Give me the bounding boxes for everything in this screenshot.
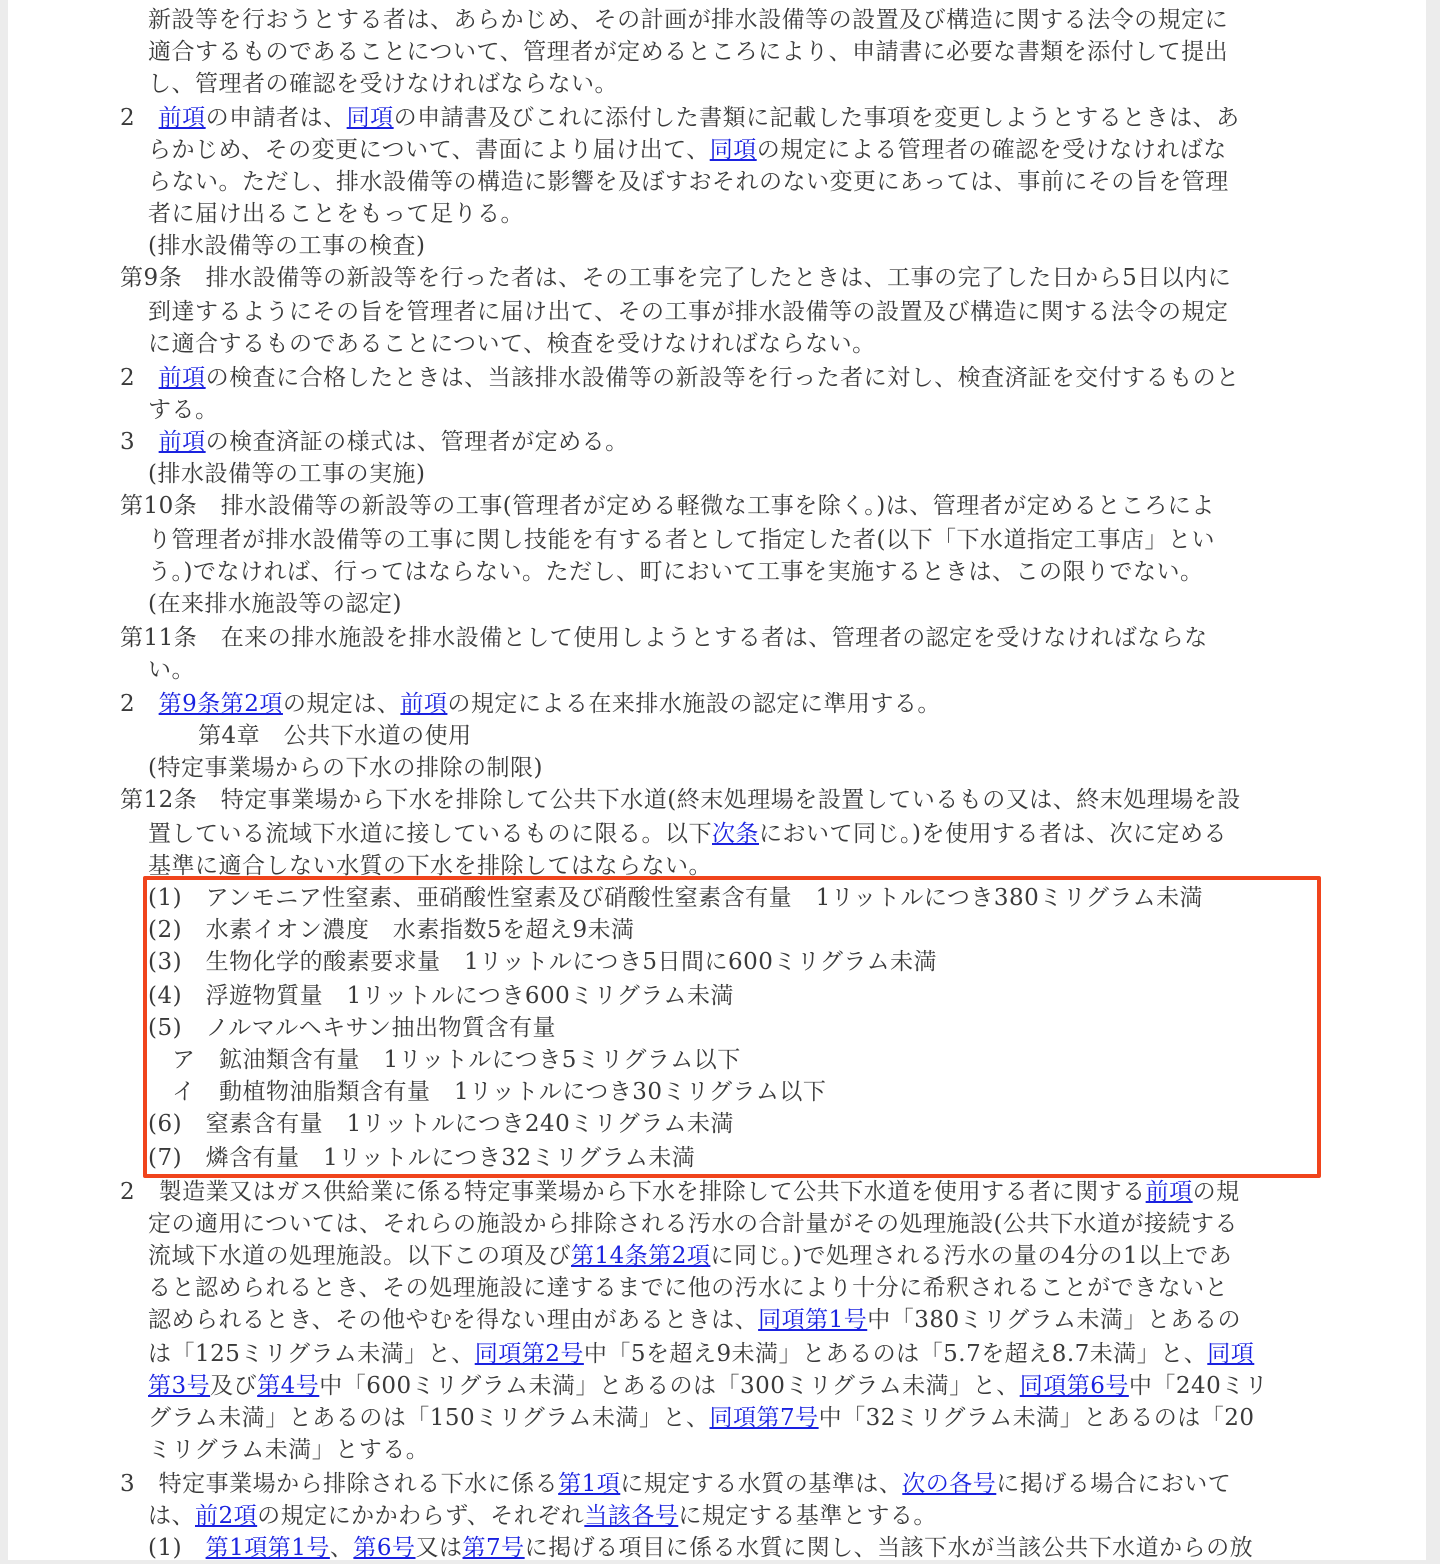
text-line [120, 102, 1240, 134]
text-line [148, 882, 1203, 914]
text-line [148, 524, 1215, 556]
cross-reference-link[interactable]: 前2項 [195, 1503, 258, 1529]
text-segment: は、 [148, 1503, 195, 1529]
text-line [148, 1434, 429, 1466]
text-segment: は「125ミリグラム未満」と、 [148, 1341, 475, 1367]
text-line [148, 1142, 695, 1174]
text-line [148, 588, 402, 620]
text-line [148, 36, 1228, 68]
text-segment: らかじめ、その変更について、書面により届け出て、 [148, 137, 710, 163]
text-line [120, 688, 941, 720]
cross-reference-link[interactable]: 次条 [712, 821, 759, 847]
text-segment: (1) アンモニア性窒素、亜硝酸性窒素及び硝酸性窒素含有量 1リットルにつき380ミリグラム未満 [148, 885, 1204, 911]
text-segment: の規定による在来排水施設の認定に準用する。 [447, 691, 941, 717]
text-segment: し、管理者の確認を受けなければならない。 [148, 71, 618, 97]
cross-reference-link[interactable]: 第3号 [148, 1373, 211, 1399]
cross-reference-link[interactable]: 次の各号 [902, 1471, 997, 1497]
text-line [148, 1402, 1254, 1434]
text-line [148, 818, 1227, 850]
text-segment: に掲げる場合において [996, 1471, 1232, 1497]
text-line [148, 1240, 1232, 1272]
document-page [8, 0, 1426, 1560]
text-segment: (7) 燐含有量 1リットルにつき32ミリグラム未満 [148, 1145, 696, 1171]
cross-reference-link[interactable]: 第6号 [353, 1535, 416, 1561]
text-segment: 、 [329, 1535, 354, 1561]
text-segment: 中「5を超え9未満」とあるのは「5.7を超え8.7未満」と、 [583, 1341, 1208, 1367]
text-segment: 中「32ミリグラム未満」とあるのは「20 [818, 1405, 1255, 1431]
text-segment: の検査済証の様式は、管理者が定める。 [205, 429, 629, 455]
text-segment: 到達するようにその旨を管理者に届け出て、その工事が排水設備等の設置及び構造に関する法令の規定 [148, 299, 1229, 325]
text-segment: 第9条 排水設備等の新設等を行った者は、その工事を完了したときは、工事の完了した日から5日以内に [120, 265, 1232, 291]
text-segment: (特定事業場からの下水の排除の制限) [148, 755, 543, 781]
text-segment: に掲げる項目に係る水質に関し、当該下水が当該公共下水道からの放 [524, 1535, 1254, 1561]
text-line [148, 914, 635, 946]
text-segment: 中「600ミリグラム未満」とあるのは「300ミリグラム未満」と、 [319, 1373, 1020, 1399]
text-line [148, 1208, 1238, 1240]
text-segment: (在来排水施設等の認定) [148, 591, 402, 617]
text-segment: 第10条 排水設備等の新設等の工事(管理者が定める軽微な工事を除く。)は、管理者が定めるところによ [120, 493, 1215, 519]
text-line [148, 166, 1229, 198]
text-segment: の規定による管理者の確認を受けなければな [756, 137, 1227, 163]
text-line [148, 980, 734, 1012]
text-segment: する。 [148, 397, 219, 423]
text-segment: 置している流域下水道に接しているものに限る。以下 [148, 821, 712, 847]
text-line [172, 1076, 826, 1108]
text-line [148, 654, 195, 686]
text-segment: 適合するものであることについて、管理者が定めるところにより、申請書に必要な書類を添付して提出 [148, 39, 1229, 65]
cross-reference-link[interactable]: 第9条第2項 [158, 691, 283, 717]
text-segment: 第4章 公共下水道の使用 [198, 723, 472, 749]
text-segment: に規定する水質の基準は、 [620, 1471, 903, 1497]
text-line [120, 262, 1231, 294]
cross-reference-link[interactable]: 同項第1号 [758, 1307, 868, 1333]
text-segment: の申請者は、 [205, 105, 347, 131]
text-line [148, 134, 1227, 166]
text-line [148, 1272, 1228, 1304]
text-line [148, 68, 618, 100]
cross-reference-link[interactable]: 同項 [346, 105, 394, 131]
text-segment: に同じ。)で処理される汚水の量の4分の1以上であ [710, 1243, 1233, 1269]
text-segment: において同じ。)を使用する者は、次に定める [759, 821, 1227, 847]
text-segment: 2 [120, 691, 159, 717]
cross-reference-link[interactable]: 当該各号 [584, 1503, 679, 1529]
text-segment: 又は [415, 1535, 463, 1561]
text-segment: (6) 窒素含有量 1リットルにつき240ミリグラム未満 [148, 1111, 735, 1137]
cross-reference-link[interactable]: 前項 [1145, 1179, 1193, 1205]
text-line [148, 4, 1228, 36]
text-segment: い。 [148, 657, 195, 683]
text-segment: らない。ただし、排水設備等の構造に影響を及ぼすおそれのない変更にあっては、事前にその旨を管理 [148, 169, 1229, 195]
text-line [198, 720, 472, 752]
cross-reference-link[interactable]: 前項 [158, 429, 206, 455]
cross-reference-link[interactable]: 前項 [400, 691, 448, 717]
text-line [148, 556, 1203, 588]
text-line [148, 850, 712, 882]
text-line [148, 328, 876, 360]
text-line [148, 946, 937, 978]
text-segment: う。)でなければ、行ってはならない。ただし、町において工事を実施するときは、この限りでない。 [148, 559, 1204, 585]
text-segment: ア 鉱油類含有量 1リットルにつき5ミリグラム以下 [172, 1047, 741, 1073]
text-segment: 中「240ミリ [1128, 1373, 1269, 1399]
cross-reference-link[interactable]: 同項第2号 [474, 1341, 584, 1367]
text-segment: イ 動植物油脂類含有量 1リットルにつき30ミリグラム以下 [172, 1079, 827, 1105]
text-segment: (1) [148, 1535, 206, 1561]
cross-reference-link[interactable]: 第1項第1号 [205, 1535, 330, 1561]
text-segment: ミリグラム未満」とする。 [148, 1437, 430, 1463]
text-line [148, 230, 425, 262]
cross-reference-link[interactable]: 第4号 [257, 1373, 320, 1399]
text-segment: 及び [210, 1373, 258, 1399]
text-segment: 2 [120, 105, 159, 131]
cross-reference-link[interactable]: 第14条第2項 [571, 1243, 711, 1269]
text-segment: 第11条 在来の排水施設を排水設備として使用しようとする者は、管理者の認定を受けなければならな [120, 625, 1208, 651]
text-segment: 2 [120, 365, 159, 391]
text-segment: の規 [1192, 1179, 1240, 1205]
text-segment: ると認められるとき、その処理施設に達するまでに他の汚水により十分に希釈されることができないと [148, 1275, 1229, 1301]
cross-reference-link[interactable]: 第1項 [558, 1471, 621, 1497]
text-segment: (排水設備等の工事の検査) [148, 233, 426, 259]
text-segment: (5) ノルマルヘキサン抽出物質含有量 [148, 1015, 557, 1041]
text-segment: の規定にかかわらず、それぞれ [257, 1503, 585, 1529]
text-segment: 定の適用については、それらの施設から排除される汚水の合計量がその処理施設(公共下水道が接続する [148, 1211, 1239, 1237]
text-segment: 2 製造業又はガス供給業に係る特定事業場から下水を排除して公共下水道を使用する者に関する [120, 1179, 1146, 1205]
text-line [120, 622, 1208, 654]
text-line [148, 458, 425, 490]
text-segment: に適合するものであることについて、検査を受けなければならない。 [148, 331, 876, 357]
text-segment: (4) 浮遊物質量 1リットルにつき600ミリグラム未満 [148, 983, 735, 1009]
text-segment: 第12条 特定事業場から下水を排除して公共下水道(終末処理場を設置しているもの又は、終末処理場を設 [120, 787, 1241, 813]
text-line [148, 1304, 1241, 1336]
text-segment: (2) 水素イオン濃度 水素指数5を超え9未満 [148, 917, 635, 943]
text-segment: の申請書及びこれに添付した書類に記載した事項を変更しようとするときは、あ [393, 105, 1240, 131]
text-line [148, 198, 524, 230]
text-line [120, 362, 1240, 394]
cross-reference-link[interactable]: 同項第7号 [709, 1405, 819, 1431]
cross-reference-link[interactable]: 同項第6号 [1019, 1373, 1129, 1399]
text-line [120, 426, 629, 458]
text-segment: の検査に合格したときは、当該排水設備等の新設等を行った者に対し、検査済証を交付するものと [205, 365, 1240, 391]
cross-reference-link[interactable]: 同項 [709, 137, 757, 163]
text-segment: に規定する基準とする。 [678, 1503, 937, 1529]
text-segment: 基準に適合しない水質の下水を排除してはならない。 [148, 853, 712, 879]
text-segment: 3 特定事業場から排除される下水に係る [120, 1471, 559, 1497]
text-line [120, 784, 1241, 816]
cross-reference-link[interactable]: 同項 [1207, 1341, 1255, 1367]
text-segment: 流域下水道の処理施設。以下この項及び [148, 1243, 571, 1269]
cross-reference-link[interactable]: 前項 [158, 105, 206, 131]
text-segment: (3) 生物化学的酸素要求量 1リットルにつき5日間に600ミリグラム未満 [148, 949, 938, 975]
text-segment: り管理者が排水設備等の工事に関し技能を有する者として指定した者(以下「下水道指定工事店」とい [148, 527, 1215, 553]
text-line [120, 1468, 1231, 1500]
text-line [148, 394, 219, 426]
cross-reference-link[interactable]: 前項 [158, 365, 206, 391]
text-segment: 3 [120, 429, 159, 455]
text-segment: 新設等を行おうとする者は、あらかじめ、その計画が排水設備等の設置及び構造に関する法令の規定に [148, 7, 1229, 33]
text-segment: の規定は、 [282, 691, 401, 717]
text-line [120, 1176, 1240, 1208]
text-line [148, 296, 1229, 328]
text-line [148, 1370, 1268, 1402]
text-line [148, 1012, 556, 1044]
text-segment: 者に届け出ることをもって足りる。 [148, 201, 524, 227]
text-line [148, 1500, 937, 1532]
text-line [148, 1532, 1253, 1564]
text-segment: (排水設備等の工事の実施) [148, 461, 426, 487]
text-line [148, 1108, 734, 1140]
text-segment: 中「380ミリグラム未満」とあるの [867, 1307, 1241, 1333]
text-segment: 認められるとき、その他やむを得ない理由があるときは、 [148, 1307, 759, 1333]
text-line [120, 490, 1215, 522]
text-segment: グラム未満」とあるのは「150ミリグラム未満」と、 [148, 1405, 710, 1431]
cross-reference-link[interactable]: 第7号 [462, 1535, 525, 1561]
text-line [148, 1338, 1254, 1370]
text-line [148, 752, 543, 784]
text-line [172, 1044, 741, 1076]
